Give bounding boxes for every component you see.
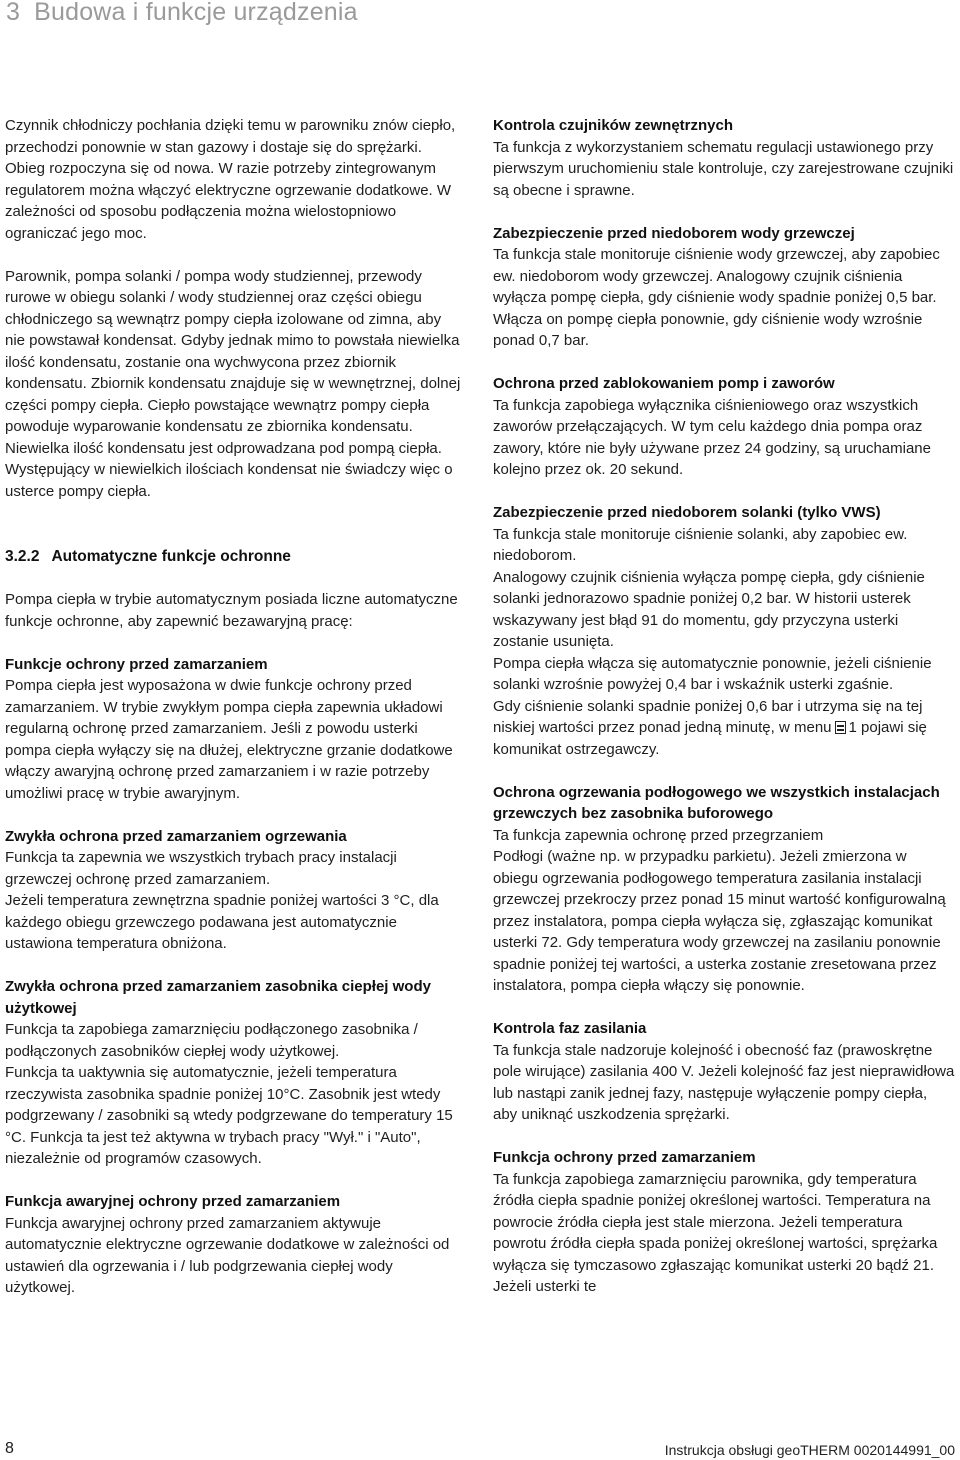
paragraph-heating-frost-protection-a: Funkcja ta zapewnia we wszystkich trybach pracy instalacji grzewczej ochronę przed zamarzaniem. (5, 849, 397, 888)
heading-heating-frost-protection: Zwykła ochrona przed zamarzaniem ogrzewania (5, 827, 347, 845)
paragraph-frost-protection-functions: Pompa ciepła jest wyposażona w dwie funkcje ochrony przed zamarzaniem. W trybie zwykłym pompa ciepła zapewnia układowi regularną ochronę przed zamarzaniem. Jeśli z powodu usterki pompa ciepła wyłączy się na dłużej, elektryczne grzanie dodatkowe włączy awaryjną ochronę przed zamarzaniem i w razie potrzeby umożliwi pracę w trybie awaryjnym. (5, 677, 453, 802)
paragraph-brine-shortage-b: Analogowy czujnik ciśnienia wyłącza pompę ciepła, gdy ciśnienie solanki jednorazowo spadnie poniżej 0,2 bar. W historii usterek wskazywany jest błąd 91 do momentu, gdy przyczyna usterki zostanie usunięta. (493, 568, 925, 650)
paragraph-refrigerant-cycle: Czynnik chłodniczy pochłania dzięki temu w parowniku znów ciepło, przechodzi ponownie w stan gazowy i dostaje się do sprężarki. Obieg rozpoczyna się od nowa. W razie potrzeby zintegrowanym regulatorem można włączyć elektryczne ogrzewanie dodatkowe. W zależności od sposobu podłączenia można wielostopniowo ograniczać jego moc. (5, 117, 456, 242)
paragraph-condensate: Parownik, pompa solanki / pompa wody studziennej, przewody rurowe w obiegu solanki / wody studziennej oraz części obiegu chłodniczego są wewnątrz pompy ciepła izolowane od zimna, aby nie powstawał kondensat. Gdyby jednak mimo to powstała niewielka ilość kondensatu, zostanie ona wychwycona przez zbiornik kondensatu. Zbiornik kondensatu znajduje się w wewnętrznej, dolnej części pompy ciepła. Ciepło powstające wewnątrz pompy ciepła powoduje wyparowanie kondensatu ze zbiornika kondensatu. Niewielka ilość kondensatu jest odprowadzana pod pompą ciepła. Występujący w niewielkich ilościach kondensat nie świadczy więc o usterce pompy ciepła. (5, 267, 461, 500)
paragraph-underfloor-protection-a: Ta funkcja zapewnia ochronę przed przegrzaniem (493, 826, 824, 844)
paragraph-emergency-frost-protection: Funkcja awaryjnej ochrony przed zamarzaniem aktywuje automatycznie elektryczne ogrzewanie dodatkowe w zależności od ustawień dla ogrzewania i / lub podgrzewania ciepłej wody użytkowej. (5, 1214, 450, 1296)
page-number: 8 (5, 1440, 14, 1457)
paragraph-phase-control: Ta funkcja stale nadzoruje kolejność i obecność faz (prawoskrętne pole wirujące) zasilania 400 V. Jeżeli kolejność faz jest nieprawidłowa lub nastąpi zanik jednej fazy, następuje wyłączenie pompy ciepła, aby uniknąć uszkodzenia sprężarki. (493, 1041, 955, 1123)
chapter-title-text: Budowa i funkcje urządzenia (34, 0, 358, 26)
heading-phase-control: Kontrola faz zasilania (493, 1020, 647, 1037)
section-heading (5, 546, 465, 568)
paragraph-brine-shortage-d (493, 696, 955, 761)
chapter-title (6, 0, 358, 27)
right-column (493, 115, 955, 1298)
chapter-number: 3 (6, 0, 21, 26)
heading-frost-protection-functions: Funkcje ochrony przed zamarzaniem (5, 655, 268, 673)
heading-heating-water-shortage: Zabezpieczenie przed niedoborem wody grzewczej (493, 224, 855, 242)
paragraph-heating-frost-protection-b: Jeżeli temperatura zewnętrzna spadnie poniżej wartości 3 °C, dla każdego obiegu grzewczego podawana jest automatycznie ustawiona temperatura obniżona. (5, 892, 439, 952)
menu-icon (835, 721, 846, 734)
section-number: 3.2.2 (5, 548, 40, 565)
paragraph-pump-valve-blocking: Ta funkcja zapobiega wyłącznika ciśnieniowego oraz wszystkich zaworów przełączających. W tym celu każdego dnia pompa oraz zawory, które nie były używane przez 24 godziny, są uruchamiane kolejno przez ok. 20 sekund. (493, 396, 931, 478)
heading-emergency-frost-protection: Funkcja awaryjnej ochrony przed zamarzaniem (5, 1193, 341, 1210)
heading-sensor-check: Kontrola czujników zewnętrznych (493, 117, 734, 134)
paragraph-underfloor-protection-b: Podłogi (ważne np. w przypadku parkietu). Jeżeli zmierzona w obiegu ogrzewania podłogowego temperatura zasilania instalacji grzewczej przekroczy przez ponad 15 minut wartość konfigurowalną przez instalatora, pompa ciepła wyłącza się, zgłaszając komunikat usterki 72. Gdy temperatura wody grzewczej na zasilaniu ponownie spadnie poniżej tej wartości, a usterka zostanie zresetowana przez instalatora, pompa ciepła włączy się ponownie. (493, 848, 946, 994)
brine-warning-text-post: 1 pojawi się komunikat ostrzegawczy. (493, 719, 927, 758)
paragraph-cylinder-frost-protection-b: Funkcja ta uaktywnia się automatycznie, jeżeli temperatura rzeczywista zasobnika spadnie poniżej 10°C. Zasobnik jest wtedy podgrzewany / zasobniki są wtedy podgrzewane do temperatury 15 °C. Funkcja ta jest też aktywna w trybach pracy "Wył." i "Auto", niezależnie od programów czasowych. (5, 1064, 453, 1167)
paragraph-evaporator-frost-protection: Ta funkcja zapobiega zamarznięciu parownika, gdy temperatura źródła ciepła spadnie poniżej określonej wartości. Temperatura na powrocie źródła ciepła jest stale mierzona. Jeżeli temperatura powrotu źródła ciepła spada poniżej określonej wartości, sprężarka wyłącza się tymczasowo zgłaszając komunikat usterki 20 bądź 21. Jeżeli usterki te (493, 1170, 938, 1295)
paragraph-intro: Pompa ciepła w trybie automatycznym posiada liczne automatyczne funkcje ochronne, aby zapewnić bezawaryjną pracę: (5, 591, 458, 630)
document-info: Instrukcja obsługi geoTHERM 0020144991_00 (664, 1442, 955, 1458)
heading-underfloor-protection: Ochrona ogrzewania podłogowego we wszystkich instalacjach grzewczych bez zasobnika buforowego (493, 783, 940, 822)
paragraph-brine-shortage-a: Ta funkcja stale monitoruje ciśnienie solanki, aby zapobiec ew. niedoborom. (493, 525, 908, 564)
left-column (5, 115, 465, 1299)
heading-pump-valve-blocking: Ochrona przed zablokowaniem pomp i zaworów (493, 375, 835, 392)
paragraph-heating-water-shortage: Ta funkcja stale monitoruje ciśnienie wody grzewczej, aby zapobiec ew. niedoborom wody grzewczej. Analogowy czujnik ciśnienia wyłącza pompę ciepła, gdy ciśnienie wody spadnie poniżej 0,5 bar. Włącza on pompę ciepła ponownie, gdy ciśnienie wody wzrośnie ponad 0,7 bar. (493, 246, 940, 349)
section-title: Automatyczne funkcje ochronne (51, 548, 291, 565)
heading-brine-shortage: Zabezpieczenie przed niedoborem solanki (tylko VWS) (493, 504, 881, 521)
heading-evaporator-frost-protection: Funkcja ochrony przed zamarzaniem (493, 1149, 756, 1166)
paragraph-cylinder-frost-protection-a: Funkcja ta zapobiega zamarznięciu podłączonego zasobnika / podłączonych zasobników ciepłej wody użytkowej. (5, 1021, 418, 1060)
paragraph-brine-shortage-c: Pompa ciepła włącza się automatycznie ponownie, jeżeli ciśnienie solanki wzrośnie powyżej 0,4 bar i wskaźnik usterki zgaśnie. (493, 654, 932, 693)
brine-warning-text-pre: Gdy ciśnienie solanki spadnie poniżej 0,6 bar i utrzyma się na tej niskiej wartości przez ponad jedną minutę, w menu (493, 697, 923, 736)
paragraph-sensor-check: Ta funkcja z wykorzystaniem schematu regulacji ustawionego przy pierwszym uruchomieniu stale kontroluje, czy zarejestrowane czujniki są obecne i sprawne. (493, 138, 954, 199)
heading-cylinder-frost-protection: Zwykła ochrona przed zamarzaniem zasobnika ciepłej wody użytkowej (5, 978, 431, 1017)
